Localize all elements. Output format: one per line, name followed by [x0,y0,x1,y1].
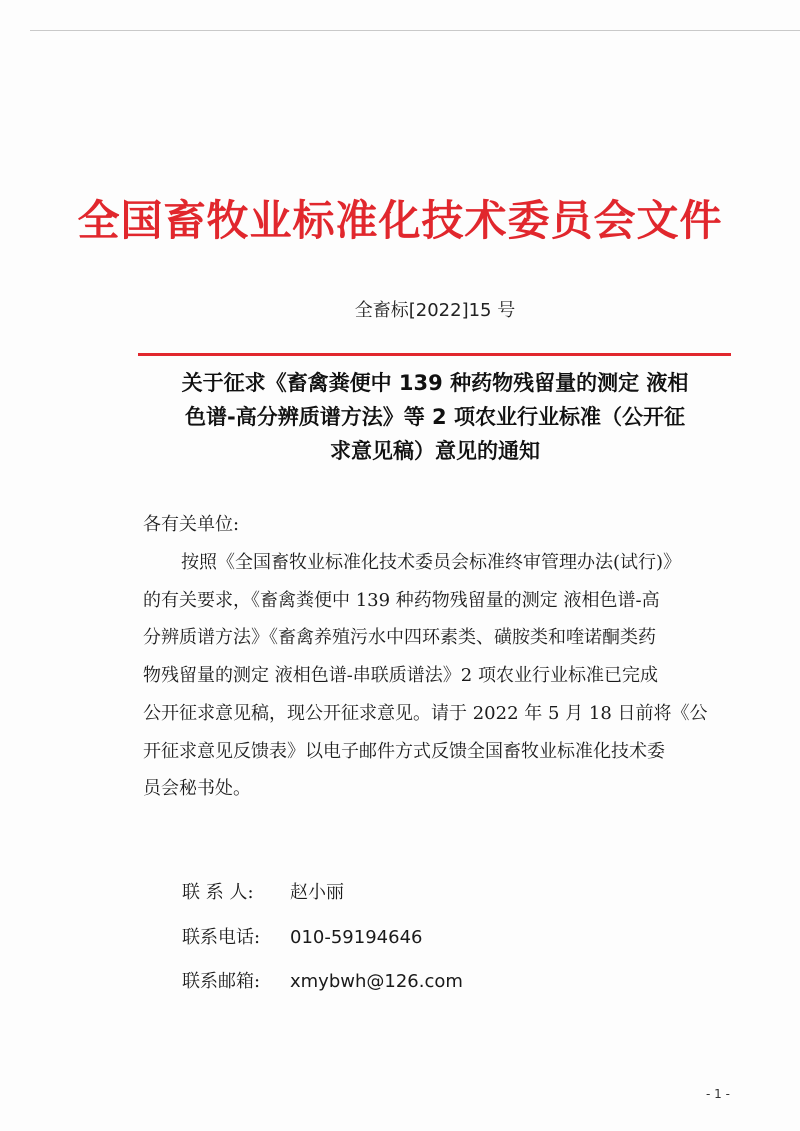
contact-email-row [182,960,463,1005]
contact-phone-value: 010-59194646 [290,926,423,948]
body-paragraph [143,544,743,808]
issuer-title: 全国畜牧业标准化技术委员会文件 [77,196,723,245]
body-line: 开征求意见反馈表》以电子邮件方式反馈全国畜牧业标准化技术委 [143,740,665,762]
notice-title-line: 色谱-高分辨质谱方法》等 2 项农业行业标准（公开征 [185,405,685,429]
contact-email-value: xmybwh@126.com [290,971,463,992]
contact-phone-label: 联系电话: [182,926,261,948]
body-line: 员会秘书处。 [143,778,251,800]
contact-person-row [182,871,463,916]
body-line: 物残留量的测定 液相色谱-串联质谱法》2 项农业行业标准已完成 [143,665,658,687]
red-divider [138,353,731,356]
document-number: 全畜标[2022]15 号 [354,300,516,321]
contact-person-value: 赵小丽 [290,882,344,903]
contact-phone-row [182,916,463,961]
body-line: 按照《全国畜牧业标准化技术委员会标准终审管理办法(试行)》 [181,552,682,573]
scan-edge-line [30,30,800,31]
body-line: 的有关要求，《畜禽粪便中 139 种药物残留量的测定 液相色谱-高 [143,589,660,611]
notice-title-line: 关于征求《畜禽粪便中 139 种药物残留量的测定 液相 [181,371,689,395]
notice-title [130,366,740,468]
contact-person-label: 联 系 人: [182,882,254,903]
contact-block [182,871,463,1005]
body-line: 分辨质谱方法》《畜禽养殖污水中四环素类、磺胺类和喹诺酮类药 [143,627,656,649]
contact-email-label: 联系邮箱: [182,971,261,992]
body-line: 公开征求意见稿，现公开征求意见。请于 2022 年 5 月 18 日前将《公 [143,702,708,724]
page-number: - 1 - [706,1087,730,1101]
notice-title-line: 求意见稿）意见的通知 [330,439,540,463]
salutation: 各有关单位: [143,514,240,535]
